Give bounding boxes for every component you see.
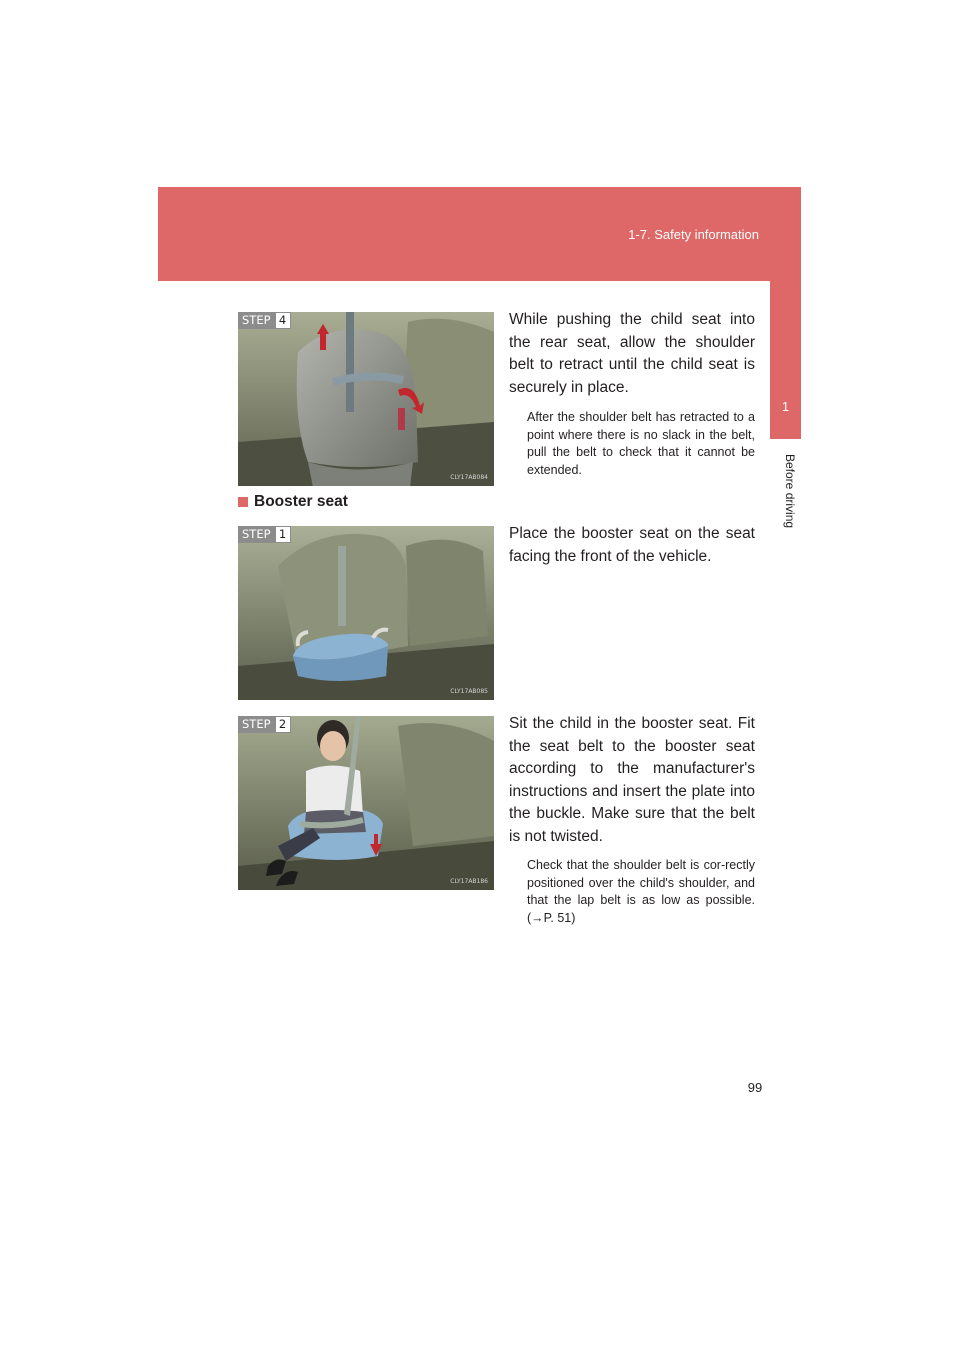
image-code: CLY17AB085: [450, 688, 488, 695]
step2-note: Check that the shoulder belt is cor-rectly positioned over the child's shoulder, and that the lap belt is as low as possible. (→P. 51): [527, 858, 755, 925]
header-band: [158, 187, 801, 281]
booster-seat-image: [238, 526, 494, 700]
step-label: STEP: [238, 312, 275, 329]
section-heading-text: Booster seat: [254, 493, 348, 510]
image-code: CLY17AB084: [450, 474, 488, 481]
child-seat-image: [238, 312, 494, 486]
page-number: 99: [747, 1080, 763, 1095]
step4-instruction: While pushing the child seat into the rear seat, allow the shoulder belt to retract until the child seat is securely in place.: [509, 311, 755, 396]
step-label: STEP: [238, 716, 275, 733]
step2-instruction: Sit the child in the booster seat. Fit the seat belt to the booster seat according to the manufacturer's instructions and insert the plate into the buckle. Make sure that the belt is not twisted.: [509, 715, 755, 845]
section-bullet-icon: [238, 497, 248, 507]
step-number: 4: [275, 312, 291, 329]
step-number: 2: [275, 716, 291, 733]
step1-instruction: Place the booster seat on the seat facing the front of the vehicle.: [509, 525, 755, 565]
step4-note: After the shoulder belt has retracted to a point where there is no slack in the belt, pull the belt to check that it cannot be extended.: [527, 410, 755, 477]
image-code: CLY17AB186: [450, 878, 488, 885]
step-badge: [238, 716, 291, 733]
step1-illustration: [238, 526, 494, 700]
step-badge: [238, 526, 291, 543]
section-title: 1-7. Safety information: [628, 227, 759, 242]
step-number: 1: [275, 526, 291, 543]
step4-illustration: [238, 312, 494, 486]
step-label: STEP: [238, 526, 275, 543]
chapter-tab: [770, 281, 801, 439]
chapter-label: Before driving: [783, 454, 797, 529]
step-badge: [238, 312, 291, 329]
section-heading: [238, 493, 348, 511]
step2-illustration: [238, 716, 494, 890]
child-in-booster-image: [238, 716, 494, 890]
chapter-number: 1: [781, 399, 790, 414]
